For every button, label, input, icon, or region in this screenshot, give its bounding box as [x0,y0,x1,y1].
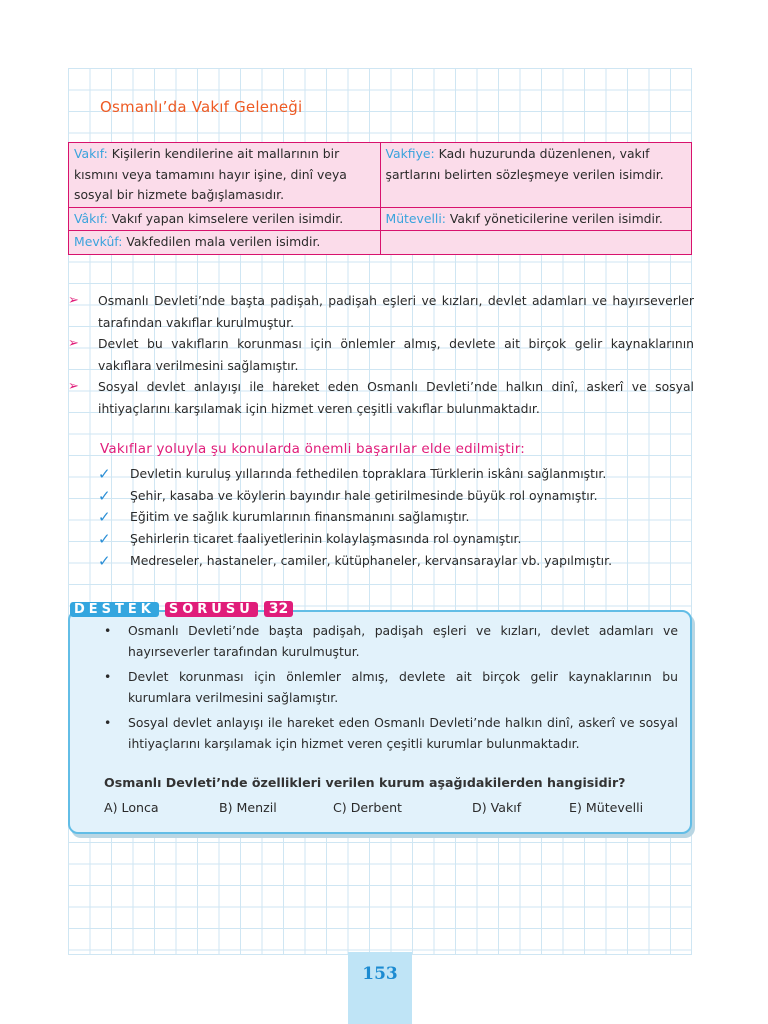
definition-text: Vakıf yapan kimselere verilen isimdir. [107,210,344,226]
page-title: Osmanlı’da Vakıf Geleneği [100,98,303,116]
definition-text: Vakfedilen mala verilen isimdir. [122,234,321,249]
list-item: • Osmanlı Devleti’nde başta padişah, padişah eşleri ve kızları, devlet adamları ve hayırseverler tarafından kurulmuştur. [104,620,678,662]
support-label-sorusu: SORUSU [165,602,258,617]
definition-term: Vakıf: [74,146,108,161]
definition-term: Vâkıf: [74,210,108,226]
option-d[interactable]: D) Vakıf [472,800,522,815]
list-item: ➢ Devlet bu vakıfların korunması için önlemler almış, devlete ait birçok gelir kaynaklarının vakıflara verilmesini sağlamıştır. [68,333,694,376]
definition-term: Mütevelli: [385,210,446,226]
option-e[interactable]: E) Mütevelli [569,800,644,815]
achievements-list [98,463,698,572]
answer-options [104,800,664,822]
support-question-label [70,599,293,619]
option-c[interactable]: C) Derbent [333,800,402,815]
support-label-destek: DESTEK [70,602,159,617]
list-item: ➢ Sosyal devlet anlayışı ile hareket eden Osmanlı Devleti’nde halkın dinî, askerî ve sosyal ihtiyaçlarını karşılamak için hizmet veren çeşitli vakıflar bulunmaktadır. [68,376,694,419]
checkmark-icon: ✓ [98,551,111,570]
arrow-right-icon: ➢ [68,293,79,308]
definition-cell-vakif-person [69,207,381,231]
list-item: ✓ Şehir, kasaba ve köylerin bayındır hale getirilmesinde büyük rol oynamıştır. [98,485,698,507]
definition-cell-mutevelli [380,207,692,231]
info-bullets [68,290,694,419]
checkmark-icon: ✓ [98,465,111,483]
definition-text: Kadı huzurunda düzenlenen, vakıf şartlarını belirten sözleşmeye verilen isimdir. [385,146,664,182]
list-item: ✓ Eğitim ve sağlık kurumlarının finansmanını sağlamıştır. [98,506,698,528]
table-row [69,207,692,231]
bullet-dot-icon: • [104,623,112,638]
question-statements [104,620,678,758]
table-row [69,143,692,208]
checkmark-icon: ✓ [98,530,111,549]
checkmark-icon: ✓ [98,486,111,505]
definition-cell-vakif [69,143,381,208]
section-heading: Vakıflar yoluyla şu konularda önemli başarılar elde edilmiştir: [100,441,525,457]
definition-text: Vakıf yöneticilerine verilen isimdir. [445,210,663,226]
definition-cell-mevkuf [69,231,381,255]
option-a[interactable]: A) Lonca [104,800,159,815]
support-question-number: 32 [264,601,293,617]
list-item: ➢ Osmanlı Devleti’nde başta padişah, padişah eşleri ve kızları, devlet adamları ve hayırseverler tarafından vakıflar kurulmuştur. [68,290,694,333]
list-item: ✓ Medreseler, hastaneler, camiler, kütüphaneler, kervansaraylar vb. yapılmıştır. [98,550,698,572]
page-number-tab [348,952,412,1024]
definition-text: Kişilerin kendilerine ait mallarının bir kısmını veya tamamını hayır işine, dinî veya sosyal bir hizmete bağışlamasıdır. [74,146,347,202]
bullet-dot-icon: • [104,715,112,730]
definition-term: Vakfiye: [385,146,435,161]
arrow-right-icon: ➢ [68,336,79,351]
question-text: Osmanlı Devleti’nde özellikleri verilen kurum aşağıdakilerden hangisidir? [104,775,626,790]
definition-cell-empty [380,231,692,255]
option-b[interactable]: B) Menzil [219,800,277,815]
definition-cell-vakfiye [380,143,692,208]
list-item: ✓ Devletin kuruluş yıllarında fethedilen topraklara Türklerin iskânı sağlanmıştır. [98,463,698,485]
table-row [69,231,692,255]
arrow-right-icon: ➢ [68,379,79,394]
definitions-table [68,142,692,255]
definition-term: Mevkûf: [74,234,123,249]
page-number: 153 [362,964,398,984]
list-item: ✓ Şehirlerin ticaret faaliyetlerinin kolaylaşmasında rol oynamıştır. [98,528,698,550]
list-item: • Devlet korunması için önlemler almış, devlete ait birçok gelir kaynaklarının bu kurumlara verilmesini sağlamıştır. [104,666,678,708]
checkmark-icon: ✓ [98,508,111,527]
list-item: • Sosyal devlet anlayışı ile hareket eden Osmanlı Devleti’nde halkın dinî, askerî ve sosyal ihtiyaçlarını karşılamak için hizmet veren çeşitli kurumlar bulunmaktadır. [104,712,678,754]
bullet-dot-icon: • [104,669,112,684]
